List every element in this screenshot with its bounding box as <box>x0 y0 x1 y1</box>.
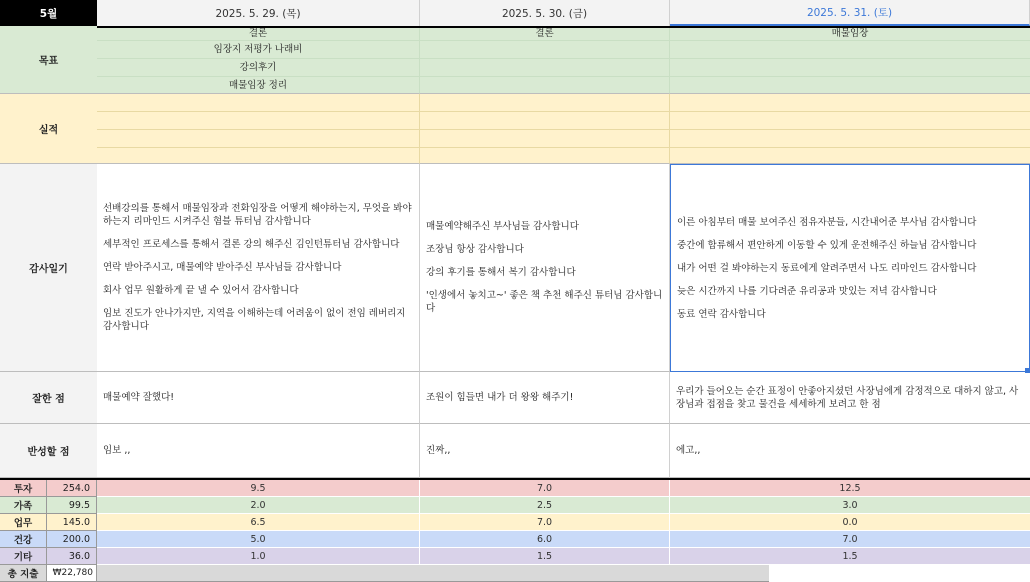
summary-label[interactable]: 기타 <box>0 548 47 565</box>
summary-value[interactable]: 7.0 <box>420 480 670 497</box>
summary-value[interactable]: 5.0 <box>97 531 420 548</box>
summary-value[interactable]: 7.0 <box>670 531 1030 548</box>
results-day3[interactable] <box>670 94 1030 164</box>
did-well-day3[interactable]: 우리가 들어오는 순간 표정이 안좋아지셨던 사장님에게 감정적으로 대하지 않고, 사장님과 접점을 찾고 물건을 세세하게 보려고 한 점 <box>670 372 1030 424</box>
results-day2[interactable] <box>420 94 670 164</box>
result-line <box>97 112 419 130</box>
result-line <box>420 112 669 130</box>
expense-value[interactable]: ₩22,780 <box>47 565 97 582</box>
result-line <box>97 130 419 148</box>
goal-line-empty <box>420 59 669 77</box>
summary-label[interactable]: 투자 <box>0 480 47 497</box>
gratitude-entry: 조장님 항상 감사합니다 <box>426 244 524 255</box>
goal-line: 강의후기 <box>97 59 419 77</box>
gratitude-entry: 내가 어떤 걸 봐야하는지 동료에게 알려주면서 나도 리마인드 감사합니다 <box>677 262 977 274</box>
result-line <box>670 130 1030 148</box>
summary-value[interactable]: 12.5 <box>670 480 1030 497</box>
result-line <box>670 112 1030 130</box>
summary-value[interactable]: 6.0 <box>420 531 670 548</box>
goal-line-empty <box>670 41 1030 59</box>
goal-line: 결론 <box>97 28 419 41</box>
goal-line: 매물임장 <box>670 28 1030 41</box>
gratitude-entry: 회사 업무 원활하게 끝 낼 수 있어서 감사합니다 <box>103 285 299 296</box>
did-well-day2[interactable]: 조원이 힘들면 내가 더 왕왕 해주기! <box>420 372 670 424</box>
gratitude-entry: 중간에 합류해서 편안하게 이동할 수 있게 운전해주신 하늘님 감사합니다 <box>677 239 977 251</box>
reflect-day2[interactable]: 진짜,, <box>420 424 670 478</box>
summary-total[interactable]: 99.5 <box>47 497 97 514</box>
summary-value[interactable]: 9.5 <box>97 480 420 497</box>
summary-value[interactable]: 7.0 <box>420 514 670 531</box>
goal-line: 매물임장 정리 <box>228 80 288 91</box>
gratitude-entry: 연락 받아주시고, 매물예약 받아주신 부사님들 감사합니다 <box>103 262 342 273</box>
gratitude-day2[interactable] <box>420 164 670 372</box>
reflect-day3[interactable]: 에고,, <box>670 424 1030 478</box>
goals-day2[interactable] <box>420 28 670 94</box>
month-header[interactable]: 5월 <box>0 0 97 26</box>
summary-value[interactable]: 6.5 <box>97 514 420 531</box>
expense-empty-row[interactable] <box>97 565 769 582</box>
gratitude-entry: 강의 후기를 통해서 복기 감사합니다 <box>426 267 576 278</box>
summary-value[interactable]: 1.5 <box>670 548 1030 565</box>
gratitude-entry: 이른 아침부터 매물 보여주신 점유자분들, 시간내어준 부사님 감사합니다 <box>677 216 977 228</box>
row-label-results[interactable]: 실적 <box>0 94 97 164</box>
goal-line: 임장지 저평가 나래비 <box>97 41 419 59</box>
summary-label[interactable]: 가족 <box>0 497 47 514</box>
date-header-day1[interactable]: 2025. 5. 29. (목) <box>97 0 420 26</box>
result-line <box>670 94 1030 112</box>
goal-line-empty <box>670 59 1030 77</box>
row-label-goals[interactable]: 목표 <box>0 26 97 94</box>
reflect-day1[interactable]: 임보 ,, <box>97 424 420 478</box>
summary-total[interactable]: 254.0 <box>47 480 97 497</box>
expense-label[interactable]: 총 지출 <box>0 565 47 582</box>
result-line <box>420 130 669 148</box>
summary-label[interactable]: 업무 <box>0 514 47 531</box>
gratitude-entry: '인생에서 놓치고~' 좋은 책 추천 해주신 튜터님 감사합니다 <box>426 290 663 314</box>
summary-label[interactable]: 건강 <box>0 531 47 548</box>
row-label-reflect[interactable]: 반성할 점 <box>0 424 97 478</box>
row-label-did-well[interactable]: 잘한 점 <box>0 372 97 424</box>
result-line <box>97 94 419 112</box>
summary-value[interactable]: 2.0 <box>97 497 420 514</box>
gratitude-entry: 임보 진도가 안나가지만, 지역을 이해하는데 어려움이 없이 전임 레버리지 감사합니다 <box>103 308 406 332</box>
gratitude-entry: 매물예약해주신 부사님들 감사합니다 <box>426 221 579 232</box>
gratitude-entry: 선배강의를 통해서 매물임장과 전화임장을 어떻게 해야하는지, 무엇을 봐야하는지 리마인드 시켜주신 혐블 튜터님 감사합니다 <box>103 203 412 227</box>
summary-total[interactable]: 145.0 <box>47 514 97 531</box>
date-header-day3[interactable]: 2025. 5. 31. (토) <box>670 0 1030 26</box>
summary-total[interactable]: 200.0 <box>47 531 97 548</box>
results-day1[interactable] <box>97 94 420 164</box>
gratitude-entry: 동료 연락 감사합니다 <box>677 308 766 320</box>
goal-line: 결론 <box>420 28 669 41</box>
summary-value[interactable]: 1.0 <box>97 548 420 565</box>
summary-value[interactable]: 1.5 <box>420 548 670 565</box>
goals-day3[interactable] <box>670 28 1030 94</box>
gratitude-day3[interactable] <box>670 164 1030 372</box>
goals-day1[interactable] <box>97 28 420 94</box>
summary-value[interactable]: 3.0 <box>670 497 1030 514</box>
goal-line-empty <box>420 41 669 59</box>
summary-value[interactable]: 0.0 <box>670 514 1030 531</box>
date-header-day2[interactable]: 2025. 5. 30. (금) <box>420 0 670 26</box>
summary-value[interactable]: 2.5 <box>420 497 670 514</box>
gratitude-entry: 늦은 시간까지 나를 기다려준 유리공과 맛있는 저녁 감사합니다 <box>677 285 937 297</box>
summary-total[interactable]: 36.0 <box>47 548 97 565</box>
gratitude-day1[interactable] <box>97 164 420 372</box>
did-well-day1[interactable]: 매물예약 잘했다! <box>97 372 420 424</box>
gratitude-entry: 세부적인 프로세스를 통해서 결론 강의 해주신 김인턴튜터님 감사합니다 <box>103 239 400 250</box>
result-line <box>420 94 669 112</box>
row-label-gratitude[interactable]: 감사일기 <box>0 164 97 372</box>
